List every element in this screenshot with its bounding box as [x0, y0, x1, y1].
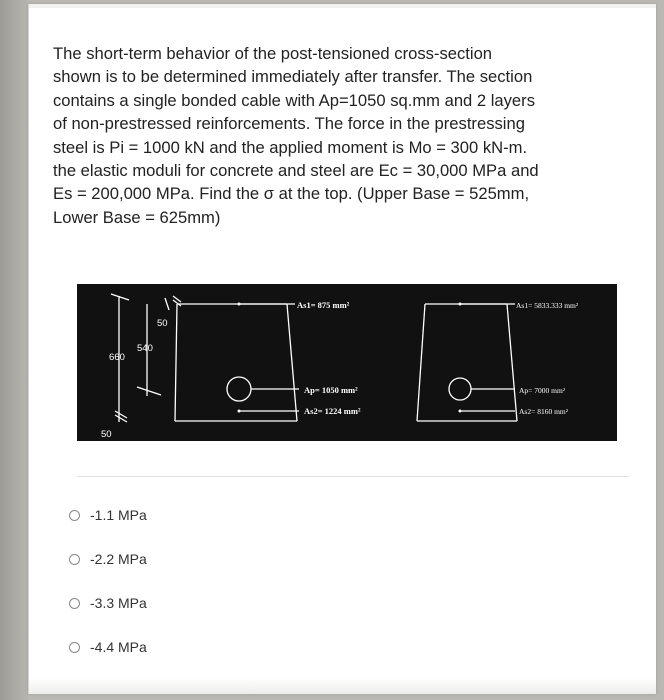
radio-icon[interactable] [69, 598, 80, 609]
option-label: -3.3 MPa [90, 595, 147, 611]
radio-icon[interactable] [69, 554, 80, 565]
dim-label-50-bottom: 50 [101, 429, 112, 440]
section1-as2-label: As2= 1224 mm² [304, 406, 361, 416]
option-label: -2.2 MPa [90, 551, 147, 567]
card-top-border [29, 4, 656, 8]
dim-label-660: 660 [109, 352, 125, 363]
dim-label-50-top: 50 [157, 318, 168, 329]
option-label: -1.1 MPa [90, 507, 147, 523]
section1-as1-label: As1= 875 mm² [297, 300, 350, 310]
background-edge [0, 0, 28, 700]
radio-icon[interactable] [69, 510, 80, 521]
card-bottom-edge [29, 678, 656, 694]
question-card [28, 4, 656, 694]
option-3[interactable] [69, 581, 629, 625]
section2-ap-label: Ap= 7000 mm² [519, 386, 566, 395]
option-4[interactable] [69, 625, 629, 669]
section2-as1-label: As1= 5833.333 mm² [516, 301, 579, 310]
question-text: The short-term behavior of the post-tensioned cross-section shown is to be determined immediately after transfer. The section contains a single bonded cable with Ap=1050 sq.mm and 2 layers of non-prestressed reinforcements. The force in the prestressing steel is Pi = 1000 kN and the applied moment is Mo = 300 kN-m. the elastic moduli for concrete and steel are Ec = 30,000 MPa and Es = 200,000 MPa. Find the σ at the top. (Upper Base = 525mm, Lower Base = 625mm) [53, 44, 539, 227]
radio-icon[interactable] [69, 642, 80, 653]
option-2[interactable] [69, 537, 629, 581]
option-1[interactable] [69, 493, 629, 537]
section2-as2-label: As2= 8160 mm² [519, 407, 568, 416]
divider [77, 476, 629, 477]
section1-ap-label: Ap= 1050 mm² [304, 385, 358, 395]
option-label: -4.4 MPa [90, 639, 147, 655]
dim-label-540: 540 [137, 343, 153, 354]
answer-options [69, 493, 629, 669]
cross-section-figure [77, 284, 617, 441]
